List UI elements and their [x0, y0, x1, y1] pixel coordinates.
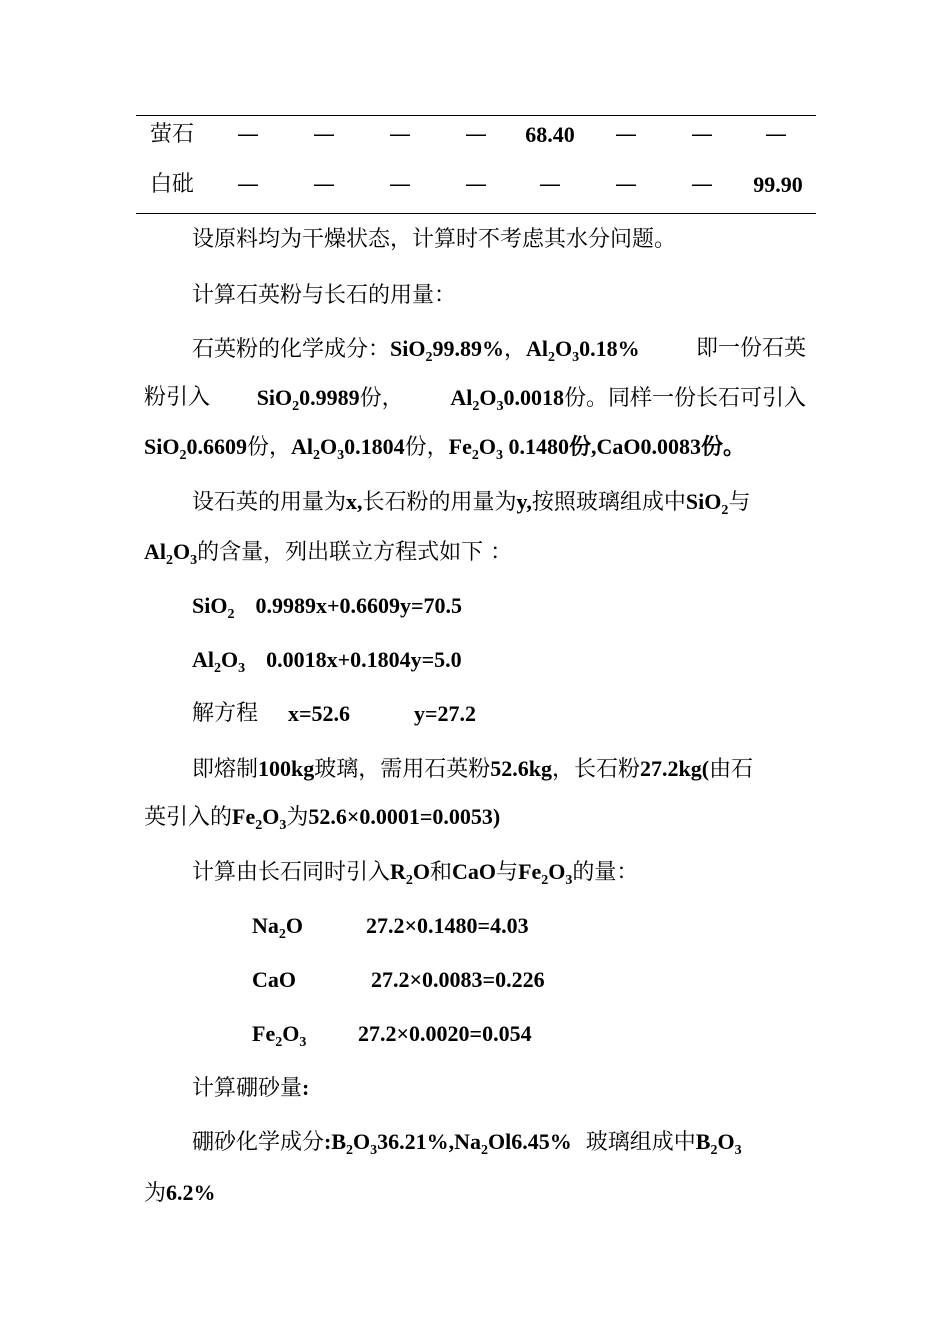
paragraph: 石英粉的化学成分：SiO$_2$99.89%，$Al_2O_30.18\%$ 即一份石英: [192, 336, 806, 365]
table-cell: —: [313, 122, 335, 147]
equation: $Al_2O_3$ 0.0018x+0.1804y=5.0: [192, 647, 462, 676]
solution-x: x=52.6: [288, 701, 351, 726]
solution: [192, 700, 477, 728]
row-label: 白砒: [150, 172, 195, 197]
paragraph: 计算硼砂量:: [192, 1075, 310, 1101]
paragraph-text: 由石: [709, 757, 754, 782]
paragraph-text: 为: [286, 805, 309, 830]
equation-text: 0.9989x+0.6609y=70.5: [255, 593, 463, 618]
table-cell: —: [465, 122, 487, 147]
paragraph-text: 玻璃组成中: [585, 1130, 696, 1155]
paragraph-text: 玻璃，需用石英粉: [314, 757, 491, 782]
paragraph-text: 和: [430, 860, 453, 885]
paragraph-text: ，长石粉: [552, 757, 641, 782]
paragraph: [192, 226, 676, 254]
calculation: [252, 1020, 532, 1050]
paragraph-text: 6.2%: [166, 1180, 216, 1205]
paragraph-text: 设原料均为干燥状态，计算时不考虑其水分问题。: [192, 227, 677, 252]
paragraph-text: 石英粉的化学成分：: [192, 337, 391, 362]
calculation: [252, 912, 529, 942]
paragraph-text: 计算硼砂量: [192, 1076, 303, 1101]
solution-label: 解方程: [192, 701, 259, 726]
paragraph-text: 52.6×0.0001=0.0053): [308, 804, 501, 829]
paragraph-text: 份，: [359, 386, 404, 411]
table-cell: —: [691, 172, 713, 197]
paragraph-text: 与: [496, 860, 519, 885]
paragraph-text: 的量：: [572, 860, 639, 885]
paragraph-text: 与: [728, 490, 751, 515]
table-cell: —: [389, 172, 411, 197]
paragraph-text: 即熔制: [192, 757, 259, 782]
paragraph: [144, 1179, 216, 1208]
paragraph: 计算由长石同时引入$R_2O$和CaO与$Fe_2O_3$的量：: [192, 859, 639, 888]
table-cell: —: [615, 122, 637, 147]
table-cell: —: [691, 122, 713, 147]
table-cell: —: [765, 122, 787, 147]
calc-label: $Na_2O$: [252, 913, 304, 942]
calc-value: 27.2×0.1480=4.03: [366, 913, 529, 938]
table-cell: —: [313, 172, 335, 197]
table-cell: —: [237, 122, 259, 147]
calc-label: CaO: [252, 967, 296, 992]
paragraph-text: 硼砂化学成分: [192, 1130, 325, 1155]
paragraph-text: 计算由长石同时引入: [192, 860, 391, 885]
table-cell: —: [615, 172, 637, 197]
paragraph: 英引入的$Fe_2O_3$为52.6×0.0001=0.0053): [144, 804, 501, 833]
calc-label: $Fe_2O_3$: [252, 1021, 307, 1050]
paragraph-text: 计算石英粉与长石的用量：: [192, 283, 457, 308]
table-top-rule: [136, 115, 816, 116]
equation: SiO$_2$ 0.9989x+0.6609y=70.5: [192, 593, 463, 622]
paragraph: [192, 282, 456, 310]
calculation: [252, 966, 545, 995]
paragraph: 硼砂化学成分$:B_2O_336.21\%,Na_2Ol6.45\%$ 玻璃组成中$B_2O_3$: [192, 1129, 742, 1158]
paragraph-text: 份。同样一份长石可引入: [563, 386, 806, 411]
table-cell: —: [389, 122, 411, 147]
calc-value: 27.2×0.0083=0.226: [371, 967, 545, 992]
paragraph-text: 为: [144, 1181, 167, 1206]
paragraph: [192, 755, 753, 784]
paragraph-text: 的含量，列出联立方程式如下 ：: [197, 540, 513, 565]
equation-text: 0.0018x+0.1804y=5.0: [266, 647, 462, 672]
paragraph-text: 长石粉的用量为: [362, 490, 517, 515]
paragraph: $Al_2O_3$的含量，列出联立方程式如下 ：: [144, 539, 513, 568]
paragraph: SiO$_2$0.6609份，$Al_2O_30.1804$份，$Fe_2O_3$ 0.1480份,CaO0.0083份。: [144, 434, 745, 463]
paragraph: 粉引入 SiO$_2$0.9989份， $Al_2O_30.0018$份。同样一份长石可引入: [144, 385, 806, 414]
paragraph-text: 设石英的用量为: [192, 490, 347, 515]
paragraph-text: 27.2kg(: [640, 756, 710, 781]
table-cell: —: [465, 172, 487, 197]
table-cell: 99.90: [753, 172, 803, 197]
paragraph-text: 英引入的: [144, 805, 233, 830]
paragraph-text: 份,CaO0.0083份。: [568, 434, 745, 459]
row-label: 萤石: [150, 122, 195, 147]
paragraph: 设石英的用量为x,长石粉的用量为y,按照玻璃组成中SiO$_2$与: [192, 489, 751, 518]
paragraph-text: 100kg: [258, 756, 315, 781]
table-cell: —: [539, 172, 561, 197]
paragraph-text: 粉引入: [144, 385, 211, 410]
paragraph-text: 即一份石英: [695, 336, 806, 361]
table-cell: —: [237, 172, 259, 197]
calc-value: 27.2×0.0020=0.054: [358, 1021, 532, 1046]
paragraph-text: 52.6kg: [490, 756, 553, 781]
paragraph-text: 按照玻璃组成中: [531, 490, 686, 515]
table-bottom-rule: [136, 213, 816, 214]
solution-y: y=27.2: [414, 701, 477, 726]
table-cell: 68.40: [525, 122, 575, 147]
